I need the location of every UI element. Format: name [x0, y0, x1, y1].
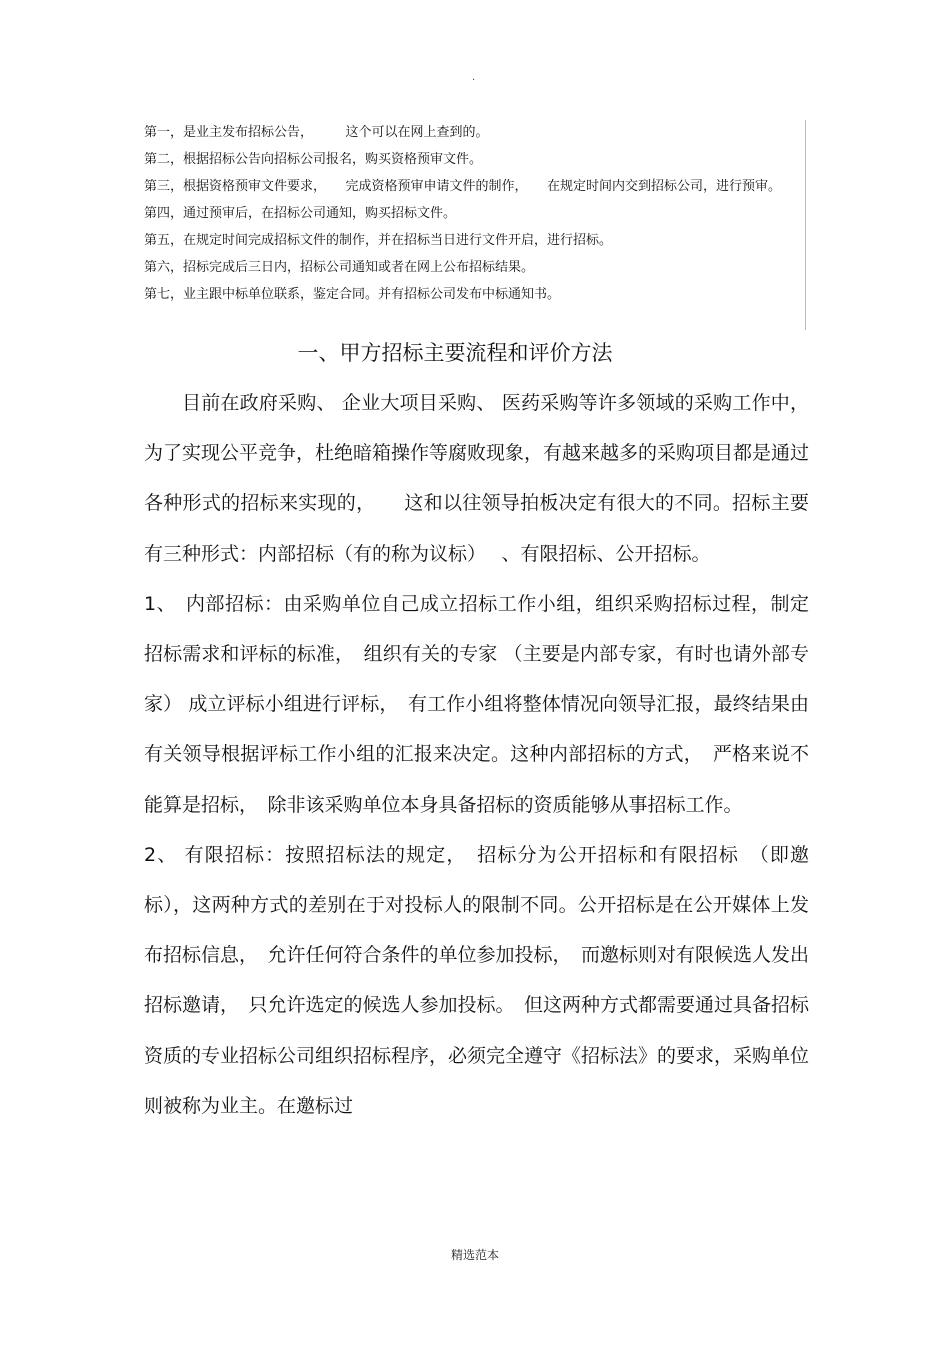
body-text — [144, 378, 809, 1131]
paragraph-intro: 目前在政府采购、 企业大项目采购、 医药采购等许多领域的采购工作中，为了实现公平竞争，杜绝暗箱操作等腐败现象，有越来越多的采购项目都是通过各种形式的招标来实现的， 这和以往领导拍板决定有很大的不同。招标主要有三种形式：内部招标（有的称为议标） 、有限招标、公开招标。 — [144, 392, 810, 565]
page-footer: 精选范本 — [450, 1248, 499, 1262]
step-1: 第一，是业主发布招标公告， 这个可以在网上查到的。 — [144, 125, 489, 140]
step-4: 第四，通过预审后，在招标公司通知，购买招标文件。 — [144, 206, 457, 221]
section-heading: 一、甲方招标主要流程和评价方法 — [297, 341, 613, 365]
steps-side-rule — [805, 120, 806, 330]
step-5: 第五，在规定时间完成招标文件的制作，并在招标当日进行文件开启，进行招标。 — [144, 233, 613, 248]
paragraph-limited-bidding: 2、 有限招标：按照招标法的规定， 招标分为公开招标和有限招标 （即邀标），这两种方式的差别在于对投标人的限制不同。公开招标是在公开媒体上发布招标信息， 允许任何符合条件的单位参加投标， 而邀标则对有限候选人发出招标邀请， 只允许选定的候选人参加投标。 但这两种方式都需要通过具备招标资质的专业招标公司组织招标程序，必须完全遵守《招标法》的要求，采购单位则被称为业主。在邀标过 — [144, 843, 810, 1117]
step-2: 第二，根据招标公告向招标公司报名，购买资格预审文件。 — [144, 152, 483, 167]
step-6: 第六，招标完成后三日内，招标公司通知或者在网上公布招标结果。 — [144, 260, 535, 275]
step-7: 第七，业主跟中标单位联系，鉴定合同。并有招标公司发布中标通知书。 — [144, 287, 561, 302]
procedure-steps-list — [144, 119, 799, 308]
step-3: 第三，根据资格预审文件要求， 完成资格预审申请文件的制作， 在规定时间内交到招标公司，进行预审。 — [144, 179, 782, 194]
paragraph-internal-bidding: 1、 内部招标：由采购单位自己成立招标工作小组，组织采购招标过程，制定招标需求和评标的标准， 组织有关的专家 （主要是内部专家，有时也请外部专家） 成立评标小组进行评标， 有工作小组将整体情况向领导汇报，最终结果由有关领导根据评标工作小组的汇报来决定。这种内部招标的方式， 严格来说不能算是招标， 除非该采购单位本身具备招标的资质能够从事招标工作。 — [144, 592, 809, 816]
header-dot: . — [472, 72, 476, 83]
